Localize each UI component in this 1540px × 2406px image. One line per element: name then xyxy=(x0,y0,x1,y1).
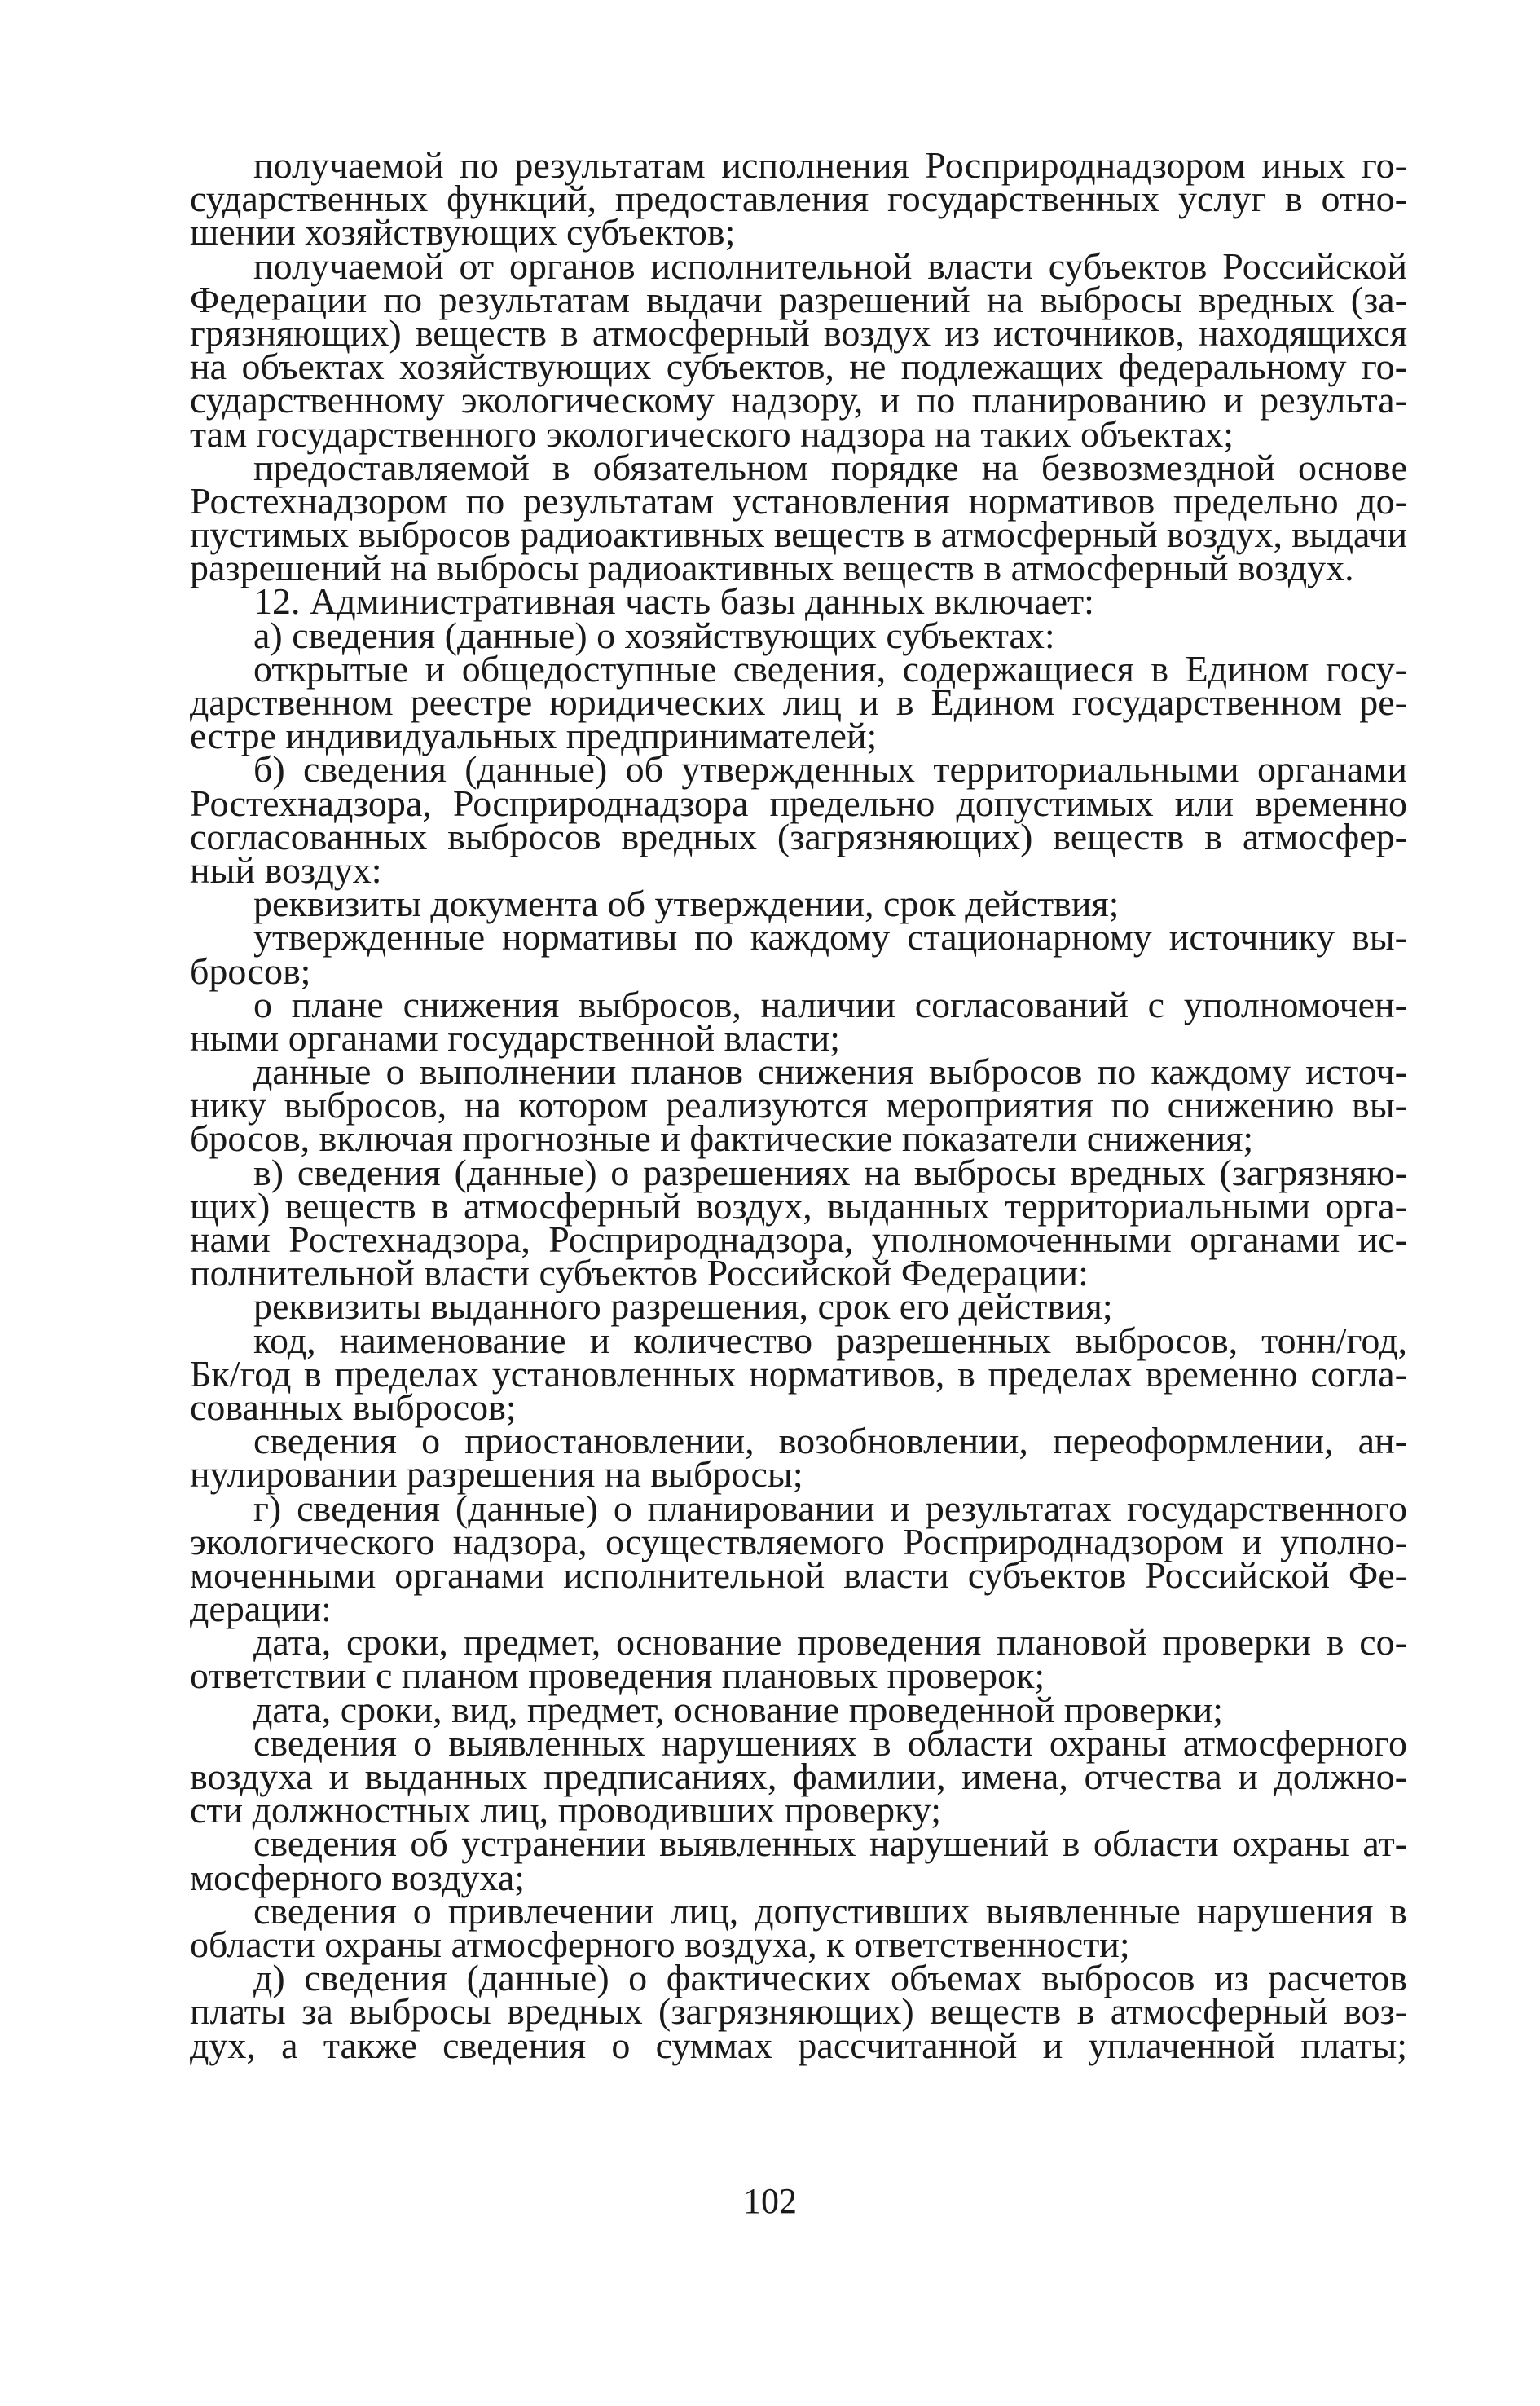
text-line: там государственного экологического надзора на таких объектах; xyxy=(190,412,1234,455)
text-line: бросов; xyxy=(190,950,311,992)
text-line: в) сведения (данные) о разрешениях на выбросы вредных (загрязняю- xyxy=(253,1151,1407,1193)
text-line: ными органами государственной власти; xyxy=(190,1016,841,1059)
text-line: а) сведения (данные) о хозяйствующих субъектах: xyxy=(253,614,1055,656)
text-line: д) сведения (данные) о фактических объемах выбросов из расчетов xyxy=(253,1957,1407,1999)
text-line: Ростехнадзором по результатам установления нормативов предельно до- xyxy=(190,479,1407,522)
text-line: пустимых выбросов радиоактивных веществ в атмосферный воздух, выдачи xyxy=(190,513,1407,556)
text-line: платы за выбросы вредных (загрязняющих) веществ в атмосферный воз- xyxy=(190,1990,1407,2033)
text-line: реквизиты выданного разрешения, срок его действия; xyxy=(253,1285,1113,1328)
text-line: Федерации по результатам выдачи разрешений на выбросы вредных (за- xyxy=(190,278,1407,320)
text-line: сти должностных лиц, проводивших проверку; xyxy=(190,1789,941,1831)
text-line: утвержденные нормативы по каждому стационарному источнику вы- xyxy=(253,916,1407,958)
text-line: нику выбросов, на котором реализуются мероприятия по снижению вы- xyxy=(190,1084,1407,1126)
text-line: г) сведения (данные) о планировании и результатах государственного xyxy=(253,1487,1407,1529)
text-line: Бк/год в пределах установленных нормативов, в пределах временно согла- xyxy=(190,1352,1407,1395)
text-line: экологического надзора, осуществляемого Росприроднадзором и уполно- xyxy=(190,1520,1407,1562)
text-line: получаемой от органов исполнительной власти субъектов Российской xyxy=(253,245,1407,287)
text-line: моченными органами исполнительной власти субъектов Российской Фе- xyxy=(190,1553,1407,1596)
text-line: сведения о привлечении лиц, допустивших выявленные нарушения в xyxy=(253,1889,1407,1932)
text-line: полнительной власти субъектов Российской Федерации: xyxy=(190,1252,1089,1294)
text-line: дарственном реестре юридических лиц и в Едином государственном ре- xyxy=(190,681,1407,723)
text-line: открытые и общедоступные сведения, содержащиеся в Едином госу- xyxy=(253,647,1407,690)
text-line: сударственному экологическому надзору, и по планированию и результа- xyxy=(190,379,1407,421)
text-line: мосферного воздуха; xyxy=(190,1856,526,1898)
text-line: ответствии с планом проведения плановых проверок; xyxy=(190,1655,1045,1697)
text-line: код, наименование и количество разрешенных выбросов, тонн/год, xyxy=(253,1319,1407,1361)
text-line: предоставляемой в обязательном порядке на безвозмездной основе xyxy=(253,446,1407,488)
text-line: шении хозяйствующих субъектов; xyxy=(190,211,736,253)
text-line: ный воздух: xyxy=(190,848,382,891)
text-line: согласованных выбросов вредных (загрязняющих) веществ в атмосфер- xyxy=(190,815,1407,857)
text-line: щих) веществ в атмосферный воздух, выданных территориальными орга- xyxy=(190,1184,1407,1227)
text-line: б) сведения (данные) об утвержденных территориальными органами xyxy=(253,748,1407,791)
text-line: о плане снижения выбросов, наличии согласований с уполномочен- xyxy=(253,983,1407,1025)
text-line: сованных выбросов; xyxy=(190,1386,517,1428)
text-line: Ростехнадзора, Росприроднадзора предельно допустимых или временно xyxy=(190,782,1407,824)
text-line: дух, а также сведения о суммах рассчитанной и уплаченной платы; xyxy=(190,2024,1407,2066)
text-line: данные о выполнении планов снижения выбросов по каждому источ- xyxy=(253,1051,1407,1093)
text-line: дата, сроки, вид, предмет, основание проведенной проверки; xyxy=(253,1688,1223,1730)
page-number: 102 xyxy=(743,2181,797,2221)
text-line: нами Ростехнадзора, Росприроднадзора, уполномоченными органами ис- xyxy=(190,1218,1407,1260)
text-line: реквизиты документа об утверждении, срок действия; xyxy=(253,883,1120,925)
text-line: области охраны атмосферного воздуха, к ответственности; xyxy=(190,1923,1130,1965)
text-line: воздуха и выданных предписаниях, фамилии, имена, отчества и должно- xyxy=(190,1756,1407,1797)
text-line: на объектах хозяйствующих субъектов, не подлежащих федеральному го- xyxy=(190,346,1407,388)
body-text xyxy=(190,144,1407,2066)
text-line: дерации: xyxy=(190,1588,332,1630)
text-line: сведения об устранении выявленных нарушений в области охраны ат- xyxy=(253,1822,1407,1865)
text-line: разрешений на выбросы радиоактивных веществ в атмосферный воздух. xyxy=(190,547,1354,589)
text-line: получаемой по результатам исполнения Росприроднадзором иных го- xyxy=(253,144,1407,186)
text-line: 12. Административная часть базы данных включает: xyxy=(253,580,1094,623)
text-line: сведения о приостановлении, возобновлении, переоформлении, ан- xyxy=(253,1420,1407,1462)
text-line: дата, сроки, предмет, основание проведения плановой проверки в со- xyxy=(253,1621,1407,1663)
text-line: сударственных функций, предоставления государственных услуг в отно- xyxy=(190,178,1407,220)
text-line: естре индивидуальных предпринимателей; xyxy=(190,715,878,757)
text-line: грязняющих) веществ в атмосферный воздух из источников, находящихся xyxy=(190,311,1407,354)
text-line: бросов, включая прогнозные и фактические показатели снижения; xyxy=(190,1117,1254,1160)
text-line: нулировании разрешения на выбросы; xyxy=(190,1453,803,1496)
text-line: сведения о выявленных нарушениях в области охраны атмосферного xyxy=(253,1721,1407,1764)
